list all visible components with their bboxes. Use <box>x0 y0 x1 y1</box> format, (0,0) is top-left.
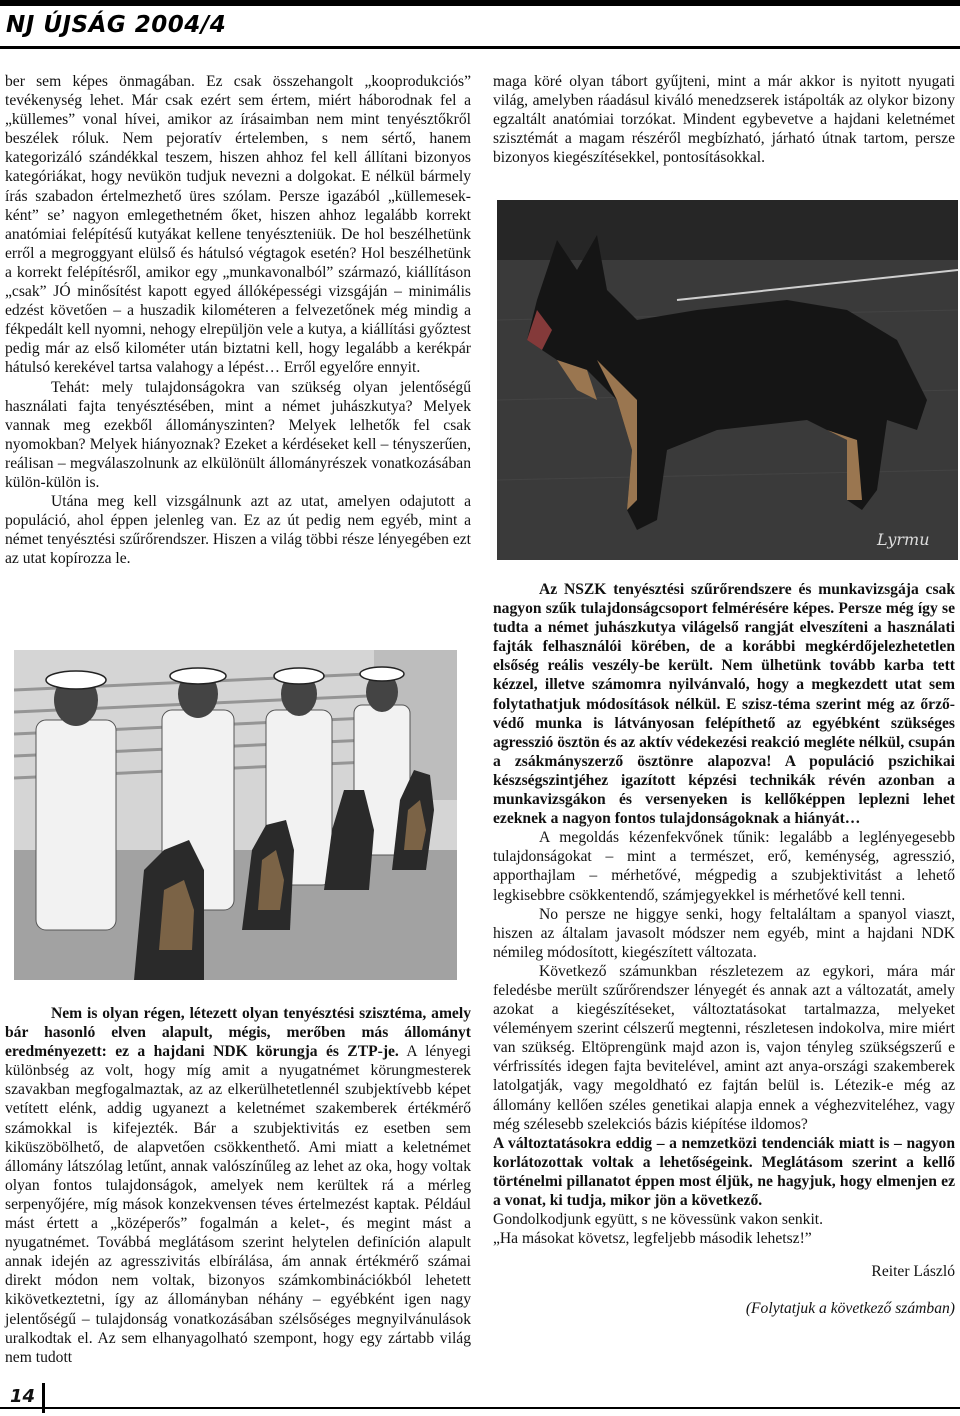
page-header <box>0 0 960 58</box>
bold-closing-paragraph: A változtatásokra eddig – a nemzetközi tendenciák miatt is – nagyon korlátozottak voltak a lehetőségeink. Meglátásom szerint a kellő történelmi pillanatot éppen most éljük, ne hagyjuk, hogy elmenjen ez a vonat, ki tudja, mikor jön a következő. <box>493 1134 955 1209</box>
left-column-bottom-text <box>5 1004 471 1367</box>
bold-caption-paragraph: Az NSZK tenyésztési szűrőrendszere és munkavizsgája csak nagyon szűk tulajdonságcsoport felmérésére képes. Persze még így se tudta a német juhászkutya világelső rangját elveszíteni a használati fajták felhasználói körében, de a korábbi megkérdőjelezhetetlen elsőség reális veszély-be került. Nem ülhetünk tovább karba tett kézzel, illetve számomra nyilvánvaló, hogy a megkezdett utat sem folytathatjuk módosítások nélkül. E szisz-téma szerint még az őrző-védő munka is látványosan felépíthető az egyébként szükséges agresszió ösztön és az aktív védekezési reakció megléte nélkül, csupán a zsákmányszerző ösztönre alapozva! A populáció pszichikai készségszintjéhez igazított képzési technikák révén azonban a munkavizsgákon és versenyeken is kellőképpen leplezni lehet ezeknek a nagyon fontos tulajdonságoknak a hiányát… <box>493 581 955 828</box>
paragraph-body: A lényegi különbség az volt, hogy míg amit a nyugatnémet körungmesterek szavakban megfogalmaztak, az az elkerülhetetlennél szubjektívebb képet vetített elénk, addig ugyanezt a keletnémet szakemberek értékmérő számokkal is kifejezték. Bár a szubjektivitás ez esetben sem kiküszöbölhető, de alapvetően csökkenthető. Ami miatt a keletnémet állomány látszólag letűnt, annak valószínűleg az lehet az oka, hogy voltak olyan fontos tulajdonságok, amelyek nem kerültek rá a mérleg serpenyőjére, míg mások konzekvensen téves értelmezést kaptak. Például mást értett a „középerős” fogalmán a kelet-, és megint mást a nyugatnémet. Továbbá meglátásom szerint helytelen definíción alapult annak idején az agresszivitás elbírálása, ám annak értékmérő számai direkt módon nem voltak, bizonyos számkombinációkból lehetett kikövetkeztetni, így az állományban néhány – egyébként igen nagy jelentőségű – tulajdonság vonatkozásában szélsőséges megnyilvánulások uralkodtak el. Az sem elhanyagolható szempont, hogy egy zártabb világ nem tudott <box>5 1043 471 1366</box>
paragraph-with-bold-lead <box>5 1004 471 1367</box>
paragraph: No persze ne higgye senki, hogy feltaláltam a spanyol viaszt, hiszen az általam javasolt módszer nem egyéb, mint a hajdani NDK némileg módosított, kiegészített változata. <box>493 905 955 961</box>
closing-line: Gondolkodjunk együtt, s ne kövessünk vakon senkit. <box>493 1211 824 1229</box>
paragraph: maga köré olyan tábort gyűjteni, mint a már akkor is nyitott nyugati világ, amelyben ráadásul kiváló menedzserek istápolták az olykor bizony egzaltált anatómiai torzókat. Mindent egybevetve a hajdani keletnémet szisztémát a magam részéről megbízható, járható útnak tartom, persze bizonyos kiegészítésekkel, pontosításokkal. <box>493 73 955 167</box>
paragraph: Következő számunkban részletezem az egykori, mára már feledésbe merült szűrőrendszer lényegét és annak azt a változatát, amely azokat a kiegészítéseket, változtatásokat tartalmazza, melyeket véleményem szerint célszerű megtenni, részletesen indokolva, mire miért van szükség. Eltöprengünk majd azon is, vajon tényleg szükségszerű e vérfrissítés idegen fajta bevitelével, amint azt anya-országi szakemberek latolgatják, vagy megoldható ez fajtán belül is. Létezik-e még az állomány kellően széles genetikai alapja ennek a véghezviteléhez, vagy még szélesebb szelekciós bázis kiépítése ildomos? <box>493 962 955 1133</box>
header-rule <box>0 46 960 49</box>
handlers-photo-illustration <box>14 650 457 980</box>
paragraph: A megoldás kézenfekvőnek tűnik: legalább a leglényegesebb tulajdonságokat – mint a természet, erő, keménység, agresszió, apporthajlam – mérhetővé, mégpedig a szubjektivitást a lehető legkisebbre csökkentendő, számjegyekkel is mérhetővé kell tenni. <box>493 829 955 904</box>
photo-signature: Lyrmu <box>877 530 930 549</box>
photo-caption-bold: Nem is olyan régen, létezett olyan tenyésztési szisztéma, amely bár hasonló elven alapult, mégis, merőben más állományt eredményezett: ez a hajdani NDK körungja és ZTP-je. <box>5 1005 471 1061</box>
photo-handlers-with-dogs <box>14 650 457 980</box>
paragraph: Tehát: mely tulajdonságokra van szükség olyan jelentőségű használati fajta tenyésztésében, mint a német juhászkutya? Melyek vannak meg ezekből állományszinten? Melyek lelhetők fel csak nyomokban? Melyek hiányoznak? Ezeket a kérdéseket kell – tényszerűen, reálisan – megválaszolnunk az elkülönült állományrészek vonatkozásában külön-külön is. <box>5 378 471 491</box>
photo-german-shepherd <box>497 200 958 560</box>
right-column-top-text <box>493 72 955 167</box>
page-number: 14 <box>10 1386 36 1407</box>
header-top-bar <box>0 0 960 6</box>
continuation-note: (Folytatjuk a következő számban) <box>745 1300 955 1318</box>
footer-rule <box>0 1407 960 1409</box>
paragraph: ber sem képes önmagában. Ez csak összehangolt „kooprodukciós” tevékenység lehet. Már csak ezért sem értem, miért háborodnak fel a „küllemes” vonal hívei, amikor az írásaimban nem mint tenyésztőkről beszélek róluk. Nem pejoratív értelemben, s nem sértő, hanem kategorizáló szándékkal teszem, hiszen ahhoz fel kell állítani bizonyos kategóriákat, hogy nevükön tudjuk nevezni a dolgokat. E nélkül bármely írás szabadon értelmezhető üres szólam. Persze igazából „küllemesek-ként” se’ nagyon emlegethetném őket, hiszen ahhoz legalább korrekt anatómiai felépítésű kutyákat kellene tenyészteniük. De hol beszélhetünk erről a megroggyant elülső és hátulsó végtagok esetén? Hol beszélhetünk a korrekt felépítésről, amikor egy „munkavonalból” származó, kiállításon „csak” JÓ minősítést kapott egyed állóképességi vizsgáján – minimális edzést követően – a huszadik kilométeren a felvezetőnek még mindig a fékpedált kell nyomni, nehogy elrepüljön vele a kutya, a kiállítási győztest pedig már az első kilométer után biztatni kell, hogy legalább a kerékpár hátulsó kerekével tartsa valahogy a lépést… Erről egyelőre ennyit. <box>5 73 471 377</box>
magazine-title: NJ ÚJSÁG 2004/4 <box>6 12 227 38</box>
paragraph: Utána meg kell vizsgálnunk azt az utat, amelyen odajutott a populáció, ahol éppen jelenleg van. Ez az út pedig nem egyéb, mint a német tenyésztési szűrőrendszer. Hiszen a világ többi része lényegében ezt az utat kopírozza le. <box>5 493 471 568</box>
closing-quote: „Ha másokat követsz, legfeljebb második lehetsz!” <box>493 1230 812 1248</box>
right-column-bottom-text <box>493 580 955 1318</box>
german-shepherd-illustration <box>497 200 958 560</box>
left-column-top-text <box>5 72 471 568</box>
author-name: Reiter László <box>871 1263 955 1281</box>
